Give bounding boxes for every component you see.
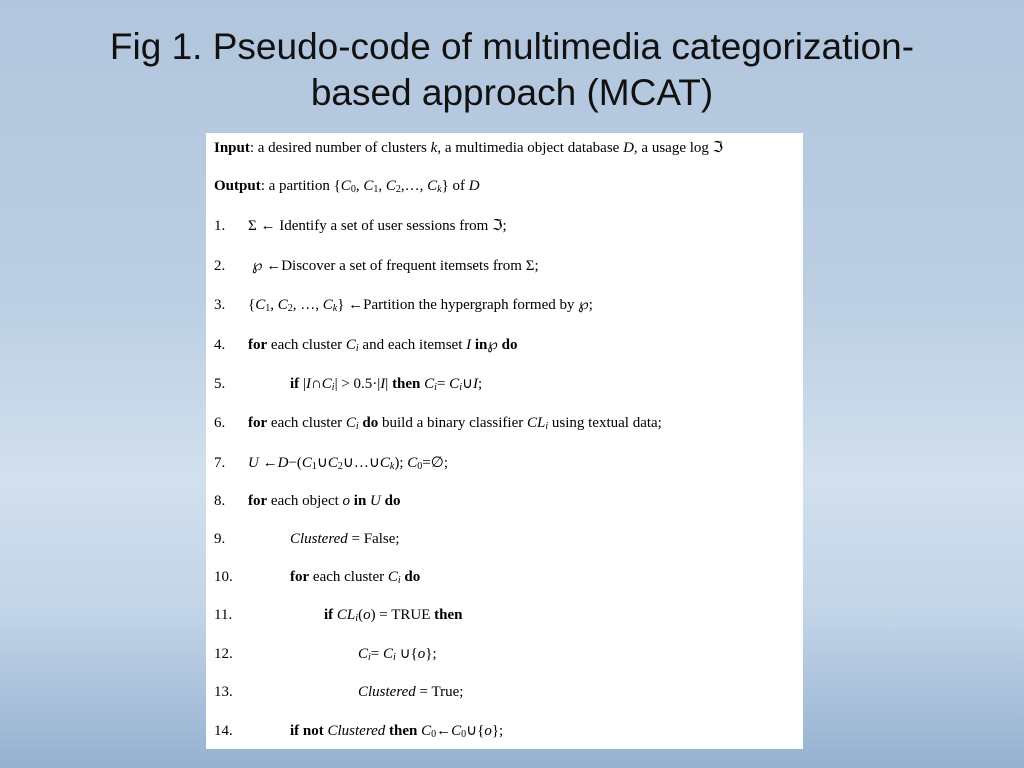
line-text: if not Clustered then $C_0\leftarrow C_0\cup\{o\}$; [290,723,504,740]
line-number: 10. [214,569,233,585]
pseudo-code-line-1 [214,214,799,238]
line-text: if $|I\cap C_i| > 0.5\cdot|I|$ then $C_i=$ $C_i\cup I$; [290,376,483,393]
pseudo-code-line-6 [214,411,799,435]
line-number: 6. [214,415,226,431]
pseudo-code-line-9 [214,527,799,551]
line-text: $C_i= C_i$ ∪{o}; [358,646,437,663]
line-text: U $\leftarrow D-(C_1\cup C_2\cup\dots\cup C_k)$; $C_0=\emptyset$; [248,455,448,472]
line-number: 7. [214,455,226,471]
output-line: Output: a partition {$C_0$, $C_1$, $C_2,\dots$, $C_k$} of D [214,178,480,195]
slide-title-line-2: based approach (MCAT) [310,72,714,113]
input-line: Input: a desired number of clusters k, a multimedia object database D, a usage log ℑ [214,140,724,156]
line-number: 13. [214,684,233,700]
pseudo-code-figure [206,133,803,749]
pseudo-code-line-7 [214,451,799,475]
line-text: Clustered = False; [290,531,400,547]
line-number: 9. [214,531,226,547]
line-text: Clustered = True; [358,684,464,700]
pseudo-code-line-11 [214,603,799,627]
pseudo-code-line-10 [214,565,799,589]
line-number: 12. [214,646,233,662]
slide-title-line-1: Fig 1. Pseudo-code of multimedia categorization- [109,26,915,67]
input-label: Input [214,140,250,156]
line-number: 2. [214,258,226,274]
pseudo-code-line-13 [214,680,799,704]
line-text: {$C_1$, $C_2$, …, $C_k$} ←Partition the hypergraph formed by ℘; [248,297,593,314]
pseudo-code-line-4 [214,333,799,357]
slide-title [20,24,1004,116]
line-number: 14. [214,723,233,739]
line-text: for each cluster $C_i$ do build a binary classifier $CL_i$ using textual data; [248,415,662,432]
pseudo-code-line-3 [214,293,799,317]
pseudo-code-line-8 [214,489,799,513]
line-number: 3. [214,297,226,313]
pseudo-code-line-2 [214,254,799,278]
line-text: for each cluster $C_i$ do [290,569,421,586]
line-text: for each cluster $C_i$ and each itemset I in℘ do [248,337,518,354]
line-number: 11. [214,607,233,623]
line-number: 4. [214,337,226,353]
output-label: Output [214,178,261,194]
line-text: for each object o in U do [248,493,401,509]
line-number: 1. [214,218,226,234]
line-number: 8. [214,493,226,509]
pseudo-code-line-14 [214,719,799,743]
line-text: ℘ ←Discover a set of frequent itemsets from Σ; [252,258,539,274]
line-text: if $CL_i(o)$ = TRUE then [324,607,463,624]
line-text: Σ ← Identify a set of user sessions from ℑ; [248,218,507,234]
line-number: 5. [214,376,226,392]
pseudo-code-line-5 [214,372,799,396]
pseudo-code-line-12 [214,642,799,666]
